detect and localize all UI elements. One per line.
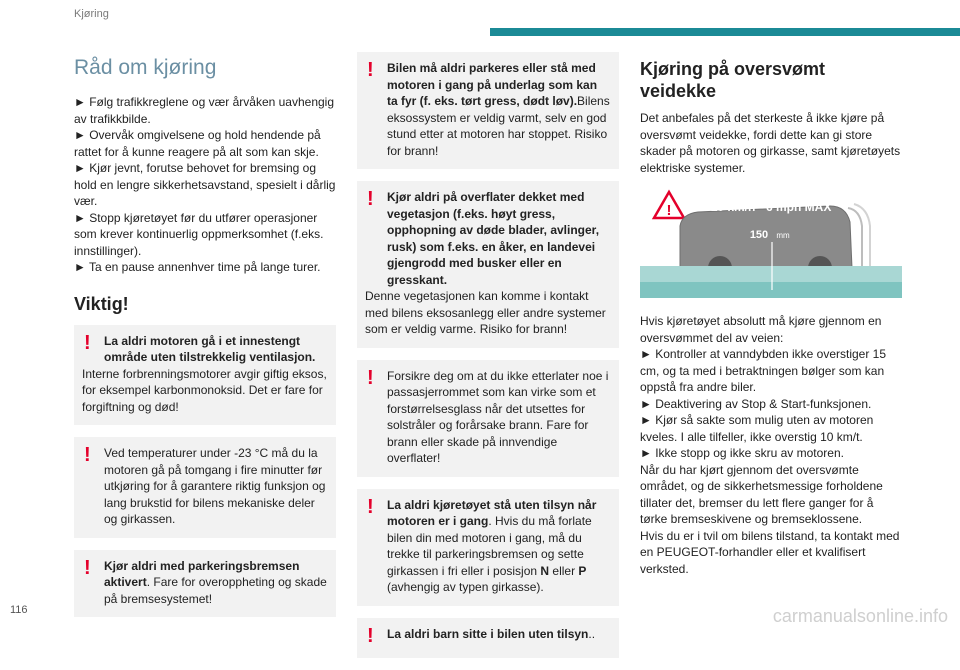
warning-text: ..	[588, 626, 596, 641]
water-deep	[640, 282, 902, 298]
body-line-7: Hvis du er i tvil om bilens tilstand, ta kontakt med en PEUGEOT-forhandler eller et kvalifisert verksted.	[640, 528, 900, 576]
warning-text: eller	[549, 563, 579, 578]
warning-text: (avhengig av typen girkasse).	[387, 580, 544, 594]
warning-icon: !	[666, 202, 672, 219]
warning-box	[357, 181, 619, 348]
warning-icon: !	[367, 495, 374, 518]
warning-box	[357, 489, 619, 606]
warning-bold: La aldri barn sitte i bilen uten tilsyn	[387, 626, 589, 641]
warning-icon: !	[367, 624, 374, 647]
bullet-3: ► Kjør jevnt, forutse behovet for bremsing og hold en lengre sikkerhetsavstand, spesielt i dårlig vær.	[74, 161, 336, 208]
warning-bold: Kjør aldri med parkeringsbremsen aktivert	[104, 558, 300, 589]
page-number: 116	[10, 604, 28, 616]
section-title: Kjøring på oversvømt veidekke	[640, 59, 826, 101]
warning-icon: !	[367, 188, 374, 210]
flood-illustration	[640, 186, 902, 298]
warning-icon: !	[84, 444, 91, 466]
warning-text: Bilens eksossystem er veldig varmt, selv en god stund etter at motoren har stoppet. Risiko for brann!	[387, 94, 610, 158]
gear-n: N	[540, 563, 550, 578]
warning-text: Ved temperaturer under -23 °C må du la motoren gå på tomgang i fire minutter før utkjøring for å garantere riktig funksjon og lang brukstid for bilens mekaniske deler og girkassen.	[104, 446, 326, 526]
warning-icon: !	[367, 366, 374, 389]
warning-text: . Hvis du må forlate bilen din med motoren i gang, må du trekke til parkeringsbremsen og sette girkassen i fri eller i posisjon	[387, 514, 592, 578]
section-header: Kjøring	[74, 8, 109, 20]
warning-bold: La aldri motoren gå i et innestengt område uten tilstrekkelig ventilasjon.	[104, 333, 316, 364]
body-line-5: ► Ikke stopp og ikke skru av motoren.	[640, 446, 844, 460]
bullet-5: ► Ta en pause annenhver time på lange turer.	[74, 260, 321, 274]
watermark: carmanualsonline.info	[772, 606, 948, 626]
intro-text: Det anbefales på det sterkeste å ikke kjøre på oversvømt veidekke, fordi dette kan gi store skader på motoren og girkasse, samt kjøretøyets elektriske systemer.	[640, 111, 901, 175]
warning-icon: !	[84, 556, 91, 579]
column-1	[74, 52, 336, 629]
body-line-4: ► Kjør så sakte som mulig uten av motoren kveles. I alle tilfeller, ikke overstig 10 km/t.	[640, 413, 874, 444]
depth-value: 150	[749, 229, 769, 241]
warning-icon: !	[84, 331, 91, 354]
warning-box	[357, 360, 619, 477]
column-2	[357, 52, 619, 670]
warning-bold: Bilen må aldri parkeres eller stå med motoren i gang på underlag som kan ta fyr (f. eks. tørt gress, dødt løv).	[387, 61, 598, 108]
warning-box	[74, 437, 336, 538]
warning-box	[357, 52, 619, 169]
warning-box	[357, 618, 619, 659]
warning-bold: Kjør aldri på overflater dekket med vegetasjon (f.eks. høyt gress, opphopning av døde blader, avlinger, rusk) som f.eks. en åker, en landevei gjengrodd med busker eller en gresskant.	[387, 190, 600, 287]
body-line-6: Når du har kjørt gjennom det oversvømte området, og de sikkerhetsmessige forholdene tillater det, bremser du lett flere ganger for å tørke bremseskivene og bremseklossene.	[640, 462, 883, 526]
speed-label: 10 km/h - 6 mph MAX	[710, 200, 832, 214]
warning-text: Denne vegetasjonen kan komme i kontakt med bilens eksosanlegg eller andre systemer som er veldig varme. Risiko for brann!	[365, 289, 606, 336]
body-line-2: ► Kontroller at vanndybden ikke overstiger 15 cm, og ta med i betraktningen bølger som kan oppstå fra andre biler.	[640, 347, 887, 394]
warning-text: Interne forbrenningsmotorer avgir giftig eksos, for eksempel karbonmonoksid. Det er fare for forgiftning og død!	[82, 366, 327, 414]
bullet-4: ► Stopp kjøretøyet før du utfører operasjoner som krever kontinuerlig oppmerksomhet (f.eks. innstillinger).	[74, 210, 324, 258]
warning-text: . Fare for overoppheting og skade på bremsesystemet!	[104, 575, 327, 606]
important-heading: Viktig!	[74, 293, 129, 314]
gear-p: P	[578, 563, 587, 578]
body-line-1: Hvis kjøretøyet absolutt må kjøre gjennom en oversvømmet del av veien:	[640, 314, 882, 345]
warning-bold: La aldri kjøretøyet stå uten tilsyn når motoren er i gang	[387, 497, 597, 528]
depth-unit: mm	[776, 231, 790, 240]
column-3	[640, 52, 902, 577]
warning-box	[74, 325, 336, 426]
bullet-1: ► Følg trafikkreglene og vær årvåken uavhengig av trafikkbilde.	[74, 95, 335, 126]
accent-bar	[490, 28, 960, 36]
body-line-3: ► Deaktivering av Stop & Start-funksjonen.	[640, 396, 872, 411]
section-title: Råd om kjøring	[74, 56, 217, 79]
warning-text: Forsikre deg om at du ikke etterlater noe i passasjerrommet som kan virke som et forstørrelsesglass når det utsettes for solstråler og forårsake brann. Fare for brann eller skade på innvendige overflater!	[387, 368, 609, 465]
warning-icon: !	[367, 59, 374, 81]
bullet-2: ► Overvåk omgivelsene og hold hendende på rattet for å kunne reagere på alt som kan skje.	[74, 128, 321, 159]
warning-box	[74, 550, 336, 618]
